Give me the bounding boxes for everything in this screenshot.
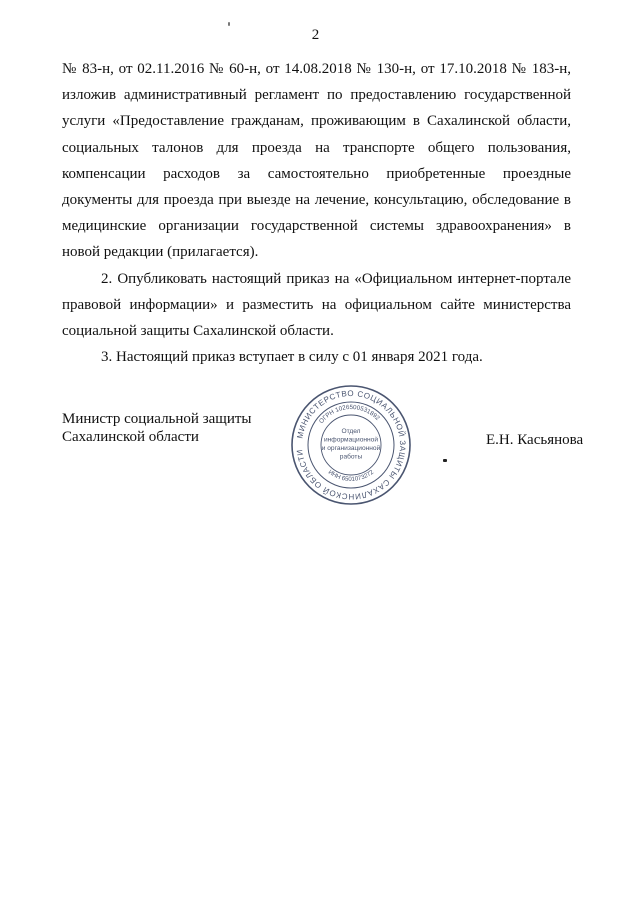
seal-outer-text: МИНИСТЕРСТВО СОЦИАЛЬНОЙ ЗАЩИТЫ САХАЛИНСКОЙ ОБЛАСТИ xyxy=(295,388,408,502)
seal-center-line1: Отдел xyxy=(341,428,361,435)
scan-speck xyxy=(443,459,447,462)
seal-inn-text: ИНН 6501073272 xyxy=(326,468,376,484)
seal-center-line3: и организационной xyxy=(321,445,381,452)
signatory-position xyxy=(62,410,252,446)
document-body xyxy=(62,56,571,370)
paragraph-3: 3. Настоящий приказ вступает в силу с 01 января 2021 года. xyxy=(101,349,483,366)
seal-center-line2: информационной xyxy=(323,436,379,444)
scan-speck xyxy=(228,22,230,26)
seal-center-line4: работы xyxy=(339,453,363,461)
seal-ogrn-text: ОГРН 1026500531892 xyxy=(317,403,381,426)
paragraph-2: 2. Опубликовать настоящий приказ на «Официальном интернет-портале правовой информации» и разместить на официальном сайте министерства социальной защиты Сахалинской области. xyxy=(62,270,571,340)
page-number: 2 xyxy=(311,27,320,43)
signatory-name: Е.Н. Касьянова xyxy=(486,432,584,448)
signatory-position-line2: Сахалинской области xyxy=(62,429,199,445)
signatory-position-line1: Министр социальной защиты xyxy=(62,411,252,427)
official-seal xyxy=(289,383,413,507)
svg-text:ИНН 6501073272 xyxy=(327,468,376,483)
paragraph-1: № 83-н, от 02.11.2016 № 60-н, от 14.08.2018 № 130-н, от 17.10.2018 № 183-н, изложив административный регламент по предоставлению государственной услуги «Предоставление гражданам, проживающим в Сахалинской области, социальных талонов для проезда на транспорте общего пользования, компенсации расходов за самостоятельно приобретенные проездные документы для проезда при выезде на лечение, консультацию, обследование в медицинские организации государственной системы здравоохранения» в новой редакции (прилагается). xyxy=(62,61,571,261)
